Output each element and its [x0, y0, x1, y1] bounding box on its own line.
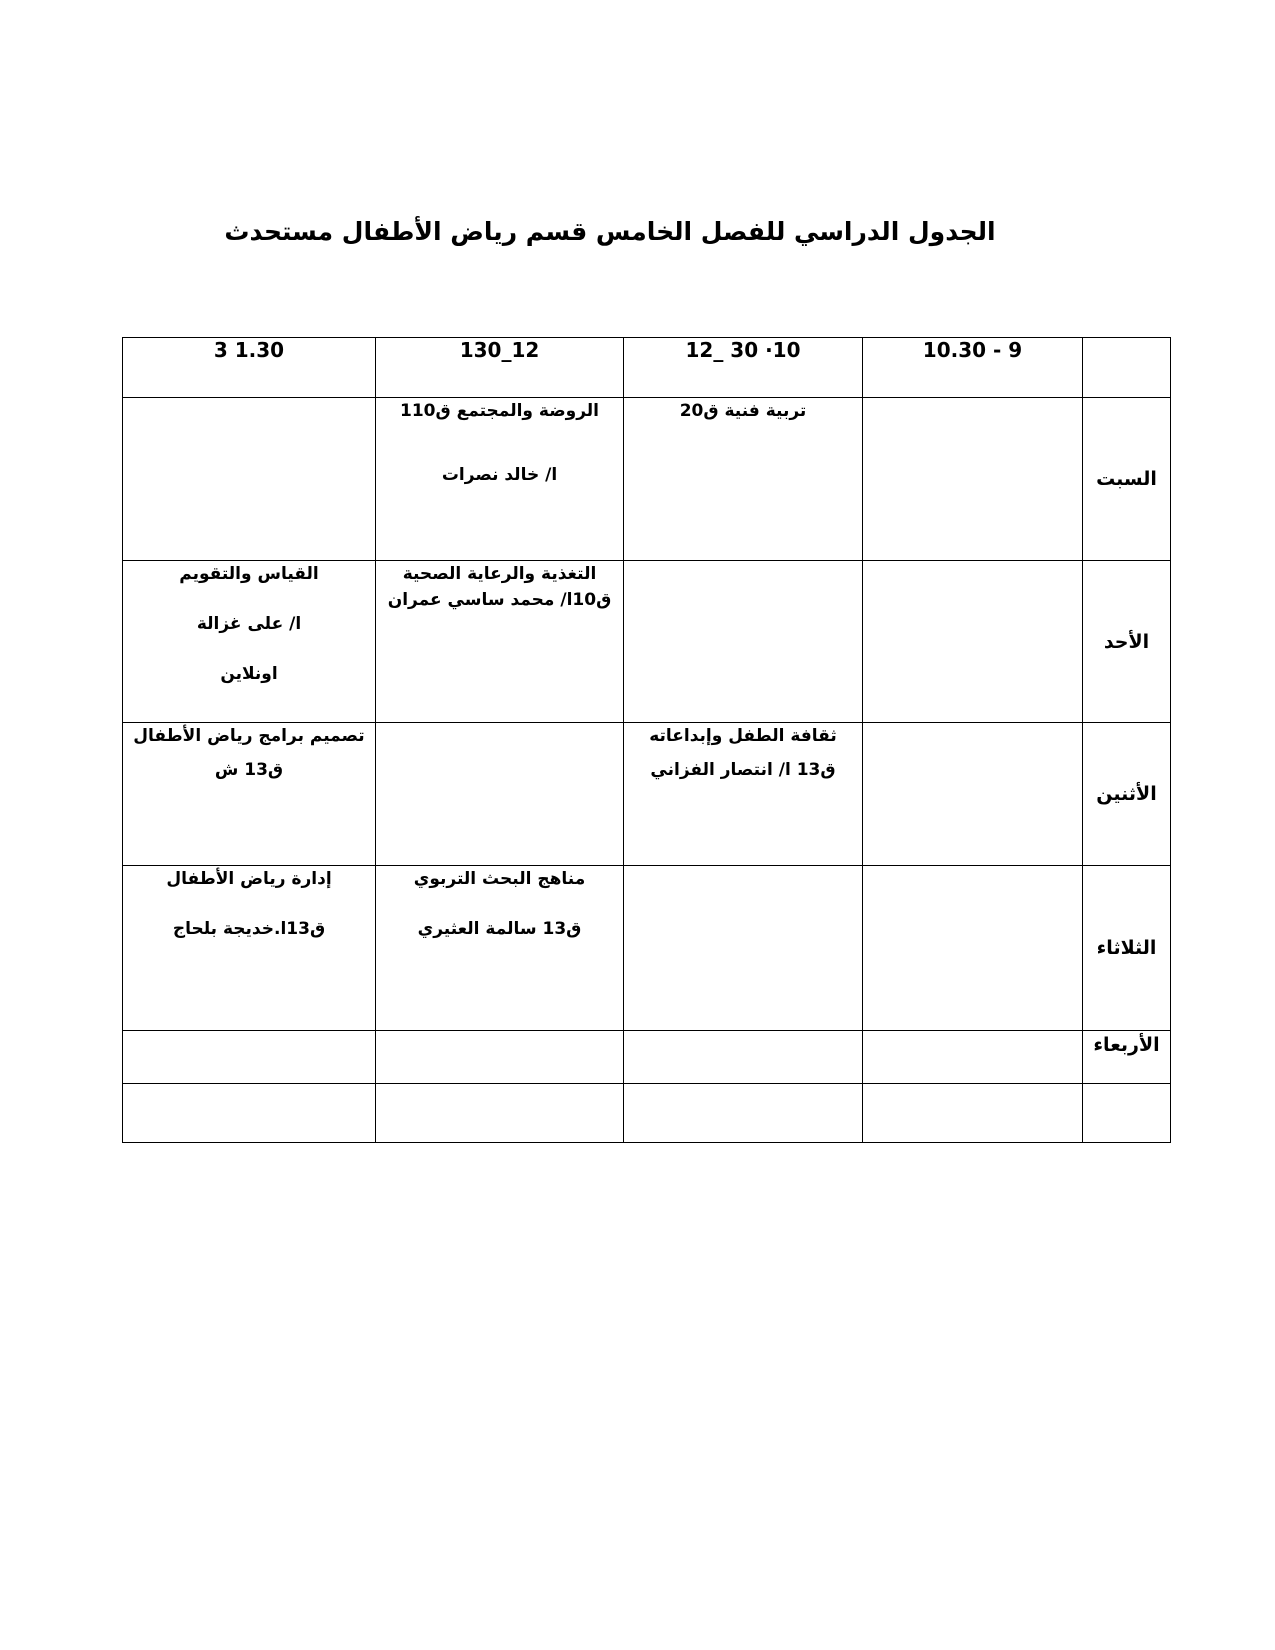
instructor-line: ق10ا/ محمد ساسي عمران [387, 590, 612, 610]
instructor-line: ا/ خالد نصرات [441, 465, 558, 485]
cell-saturday-130-3 [123, 398, 376, 561]
cell-wednesday-9-1030 [863, 1031, 1083, 1084]
row-saturday [123, 398, 1171, 561]
time-label: 130_12 [459, 338, 540, 362]
cell-tuesday-12-130 [376, 866, 624, 1031]
cell-empty-130-3 [123, 1084, 376, 1143]
header-day-cell [1083, 338, 1171, 398]
time-label: 3 1.30 [213, 338, 285, 362]
cell-tuesday-9-1030 [863, 866, 1083, 1031]
header-time-1030-12 [624, 338, 863, 398]
page-title: الجدول الدراسي للفصل الخامس قسم رياض الأطفال مستحدث [224, 217, 996, 246]
cell-wednesday-1030-12 [624, 1031, 863, 1084]
cell-empty-12-130 [376, 1084, 624, 1143]
cell-monday-130-3 [123, 723, 376, 866]
day-cell-tuesday: الثلاثاء [1083, 866, 1171, 1031]
cell-monday-12-130 [376, 723, 624, 866]
course-line: تربية فنية ق20 [679, 401, 807, 421]
cell-monday-1030-12 [624, 723, 863, 866]
row-empty [123, 1084, 1171, 1143]
day-cell-saturday: السبت [1083, 398, 1171, 561]
header-time-9-1030 [863, 338, 1083, 398]
instructor-line: ا/ على غزالة [196, 614, 302, 634]
time-label: 10.30 - 9 [922, 338, 1023, 362]
cell-monday-9-1030 [863, 723, 1083, 866]
day-cell-sunday: الأحد [1083, 561, 1171, 723]
course-line: تصميم برامج رياض الأطفال [133, 726, 365, 746]
cell-empty-1030-12 [624, 1084, 863, 1143]
course-line: القياس والتقويم [179, 564, 319, 584]
cell-sunday-1030-12 [624, 561, 863, 723]
cell-wednesday-12-130 [376, 1031, 624, 1084]
cell-sunday-130-3 [123, 561, 376, 723]
row-wednesday [123, 1031, 1171, 1084]
instructor-line: ق13 ا/ انتصار الفزاني [650, 760, 836, 780]
cell-saturday-1030-12 [624, 398, 863, 561]
cell-wednesday-130-3 [123, 1031, 376, 1084]
cell-empty-9-1030 [863, 1084, 1083, 1143]
cell-sunday-12-130 [376, 561, 624, 723]
cell-saturday-12-130 [376, 398, 624, 561]
instructor-line: ق13ا.خديجة بلحاج [172, 919, 326, 939]
course-line: إدارة رياض الأطفال [166, 869, 332, 889]
course-line: التغذية والرعاية الصحية [402, 564, 597, 584]
cell-sunday-9-1030 [863, 561, 1083, 723]
instructor-line: ق13 سالمة العثيري [417, 919, 582, 939]
schedule-table [122, 337, 1171, 1143]
course-line: ثقافة الطفل وإبداعاته [649, 726, 837, 746]
cell-tuesday-130-3 [123, 866, 376, 1031]
row-monday [123, 723, 1171, 866]
course-line: مناهج البحث التربوي [413, 869, 586, 889]
time-label: 12_ 30 ·10 [685, 338, 801, 362]
room-line: ق13 ش [214, 760, 284, 780]
header-row [123, 338, 1171, 398]
cell-tuesday-1030-12 [624, 866, 863, 1031]
mode-line: اونلاين [220, 664, 278, 684]
row-tuesday [123, 866, 1171, 1031]
header-time-130-3 [123, 338, 376, 398]
day-cell-wednesday: الأربعاء [1083, 1031, 1171, 1084]
day-cell-empty [1083, 1084, 1171, 1143]
row-sunday [123, 561, 1171, 723]
header-time-12-130 [376, 338, 624, 398]
cell-saturday-9-1030 [863, 398, 1083, 561]
course-line: الروضة والمجتمع ق110 [399, 401, 599, 421]
day-cell-monday: الأثنين [1083, 723, 1171, 866]
